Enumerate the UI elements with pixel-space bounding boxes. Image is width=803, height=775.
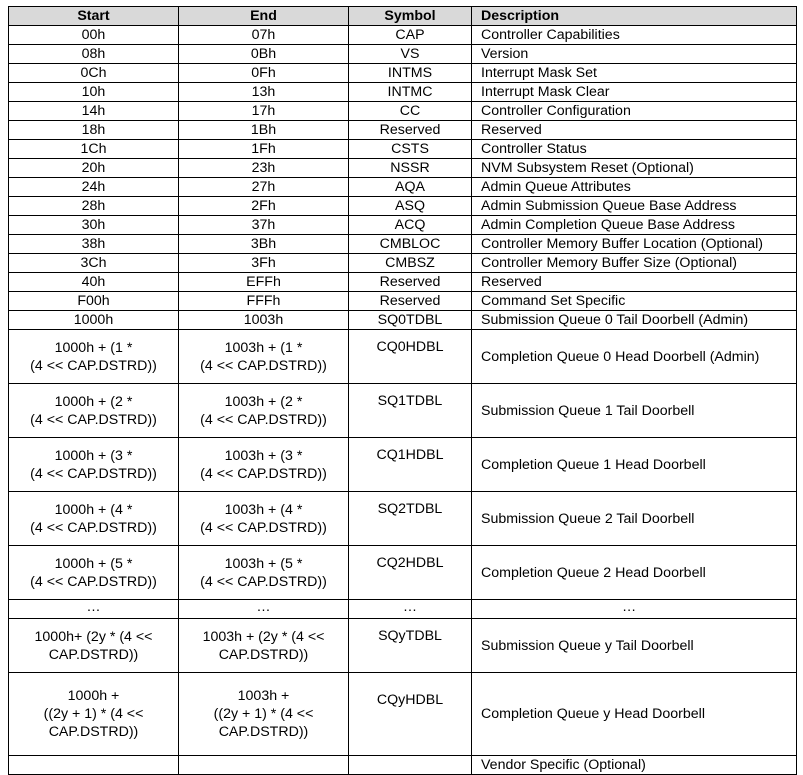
end-line: 1003h + xyxy=(237,688,290,704)
start-cell: 00h xyxy=(9,26,179,45)
symbol-cell: Reserved xyxy=(349,121,472,140)
table-row xyxy=(9,384,797,438)
symbol-cell: NSSR xyxy=(349,159,472,178)
symbol-cell: CQ2HDBL xyxy=(349,546,472,600)
start-line: CAP.DSTRD)) xyxy=(48,724,139,740)
symbol-cell: CQyHDBL xyxy=(349,673,472,756)
symbol-cell: INTMS xyxy=(349,64,472,83)
end-cell xyxy=(179,492,349,546)
start-cell: 14h xyxy=(9,102,179,121)
header-symbol: Symbol xyxy=(349,7,472,26)
symbol-cell: SQ1TDBL xyxy=(349,384,472,438)
start-line: 1000h + (3 * xyxy=(54,447,133,464)
table-row xyxy=(9,26,797,45)
table-row xyxy=(9,492,797,546)
end-line: (4 << CAP.DSTRD)) xyxy=(200,573,327,590)
start-cell xyxy=(9,546,179,600)
start-cell: 1Ch xyxy=(9,140,179,159)
symbol-cell: Reserved xyxy=(349,292,472,311)
description-cell: Completion Queue 2 Head Doorbell xyxy=(472,546,797,600)
description-cell: Controller Memory Buffer Size (Optional) xyxy=(472,254,797,273)
end-cell: 37h xyxy=(179,216,349,235)
start-line: (4 << CAP.DSTRD)) xyxy=(30,573,157,590)
symbol-cell: CMBLOC xyxy=(349,235,472,254)
description-cell: Controller Status xyxy=(472,140,797,159)
end-cell: 0Fh xyxy=(179,64,349,83)
ellipsis-cell: … xyxy=(179,600,349,619)
start-line: (4 << CAP.DSTRD)) xyxy=(30,357,157,374)
start-line: (4 << CAP.DSTRD)) xyxy=(30,411,157,428)
end-line: 1003h + (5 * xyxy=(224,555,303,572)
symbol-cell: SQ2TDBL xyxy=(349,492,472,546)
symbol-cell: VS xyxy=(349,45,472,64)
end-line: (4 << CAP.DSTRD)) xyxy=(200,357,327,374)
table-row xyxy=(9,140,797,159)
start-cell: 30h xyxy=(9,216,179,235)
description-cell: Completion Queue 0 Head Doorbell (Admin) xyxy=(472,330,797,384)
table-row xyxy=(9,102,797,121)
end-cell: 3Bh xyxy=(179,235,349,254)
description-cell: Version xyxy=(472,45,797,64)
description-cell: Controller Configuration xyxy=(472,102,797,121)
end-cell: 17h xyxy=(179,102,349,121)
start-cell: 38h xyxy=(9,235,179,254)
start-cell xyxy=(9,492,179,546)
start-line: ((2y + 1) * (4 << xyxy=(43,706,144,722)
end-line: 1003h + (3 * xyxy=(224,447,303,464)
register-map-table xyxy=(8,6,797,775)
end-cell: FFFh xyxy=(179,292,349,311)
description-cell: Interrupt Mask Clear xyxy=(472,83,797,102)
description-cell: Completion Queue y Head Doorbell xyxy=(472,673,797,756)
start-line: 1000h + xyxy=(67,688,120,704)
description-cell: Controller Capabilities xyxy=(472,26,797,45)
table-row xyxy=(9,273,797,292)
end-cell xyxy=(179,384,349,438)
end-line: 1003h + (2y * (4 << xyxy=(202,628,325,645)
end-line: 1003h + (1 * xyxy=(224,339,303,356)
description-cell: Vendor Specific (Optional) xyxy=(472,756,797,775)
symbol-cell: ASQ xyxy=(349,197,472,216)
symbol-cell xyxy=(349,756,472,775)
symbol-cell: CAP xyxy=(349,26,472,45)
description-cell: Submission Queue y Tail Doorbell xyxy=(472,619,797,673)
start-cell xyxy=(9,619,179,673)
table-row xyxy=(9,178,797,197)
end-cell: 27h xyxy=(179,178,349,197)
end-line: (4 << CAP.DSTRD)) xyxy=(200,465,327,482)
symbol-cell: CQ0HDBL xyxy=(349,330,472,384)
start-cell xyxy=(9,330,179,384)
symbol-cell: SQ0TDBL xyxy=(349,311,472,330)
table-row xyxy=(9,216,797,235)
start-cell: 40h xyxy=(9,273,179,292)
start-line: 1000h + (1 * xyxy=(54,339,133,356)
start-cell: 08h xyxy=(9,45,179,64)
start-cell: F00h xyxy=(9,292,179,311)
symbol-cell: AQA xyxy=(349,178,472,197)
start-cell: 28h xyxy=(9,197,179,216)
table-row xyxy=(9,292,797,311)
symbol-cell: INTMC xyxy=(349,83,472,102)
symbol-cell: ACQ xyxy=(349,216,472,235)
end-cell: 07h xyxy=(179,26,349,45)
ellipsis-cell: … xyxy=(9,600,179,619)
start-cell xyxy=(9,756,179,775)
end-cell xyxy=(179,673,349,756)
start-cell: 10h xyxy=(9,83,179,102)
start-line: 1000h + (4 * xyxy=(54,501,133,518)
symbol-cell: CSTS xyxy=(349,140,472,159)
symbol-cell: Reserved xyxy=(349,273,472,292)
description-cell: Controller Memory Buffer Location (Optional) xyxy=(472,235,797,254)
ellipsis-row xyxy=(9,600,797,619)
end-cell: 1003h xyxy=(179,311,349,330)
table-row xyxy=(9,45,797,64)
table-row xyxy=(9,235,797,254)
end-cell xyxy=(179,330,349,384)
start-cell: 24h xyxy=(9,178,179,197)
start-cell: 1000h xyxy=(9,311,179,330)
table-row xyxy=(9,756,797,775)
ellipsis-cell: … xyxy=(349,600,472,619)
end-cell: 1Bh xyxy=(179,121,349,140)
description-cell: Interrupt Mask Set xyxy=(472,64,797,83)
end-line: CAP.DSTRD)) xyxy=(218,724,309,740)
end-cell: 0Bh xyxy=(179,45,349,64)
table-row xyxy=(9,673,797,756)
header-description: Description xyxy=(472,7,797,26)
start-line: CAP.DSTRD)) xyxy=(48,646,139,663)
end-cell xyxy=(179,546,349,600)
end-line: CAP.DSTRD)) xyxy=(218,646,309,663)
description-cell: Reserved xyxy=(472,273,797,292)
description-cell: Submission Queue 0 Tail Doorbell (Admin) xyxy=(472,311,797,330)
symbol-cell: CMBSZ xyxy=(349,254,472,273)
table-row xyxy=(9,546,797,600)
start-cell: 3Ch xyxy=(9,254,179,273)
start-cell: 0Ch xyxy=(9,64,179,83)
ellipsis-cell: … xyxy=(472,600,797,619)
symbol-cell: CQ1HDBL xyxy=(349,438,472,492)
description-cell: Completion Queue 1 Head Doorbell xyxy=(472,438,797,492)
start-cell: 18h xyxy=(9,121,179,140)
end-cell xyxy=(179,619,349,673)
end-line: (4 << CAP.DSTRD)) xyxy=(200,411,327,428)
table-row xyxy=(9,619,797,673)
end-cell: 23h xyxy=(179,159,349,178)
table-row xyxy=(9,83,797,102)
start-line: 1000h+ (2y * (4 << xyxy=(34,628,153,645)
description-cell: NVM Subsystem Reset (Optional) xyxy=(472,159,797,178)
start-line: (4 << CAP.DSTRD)) xyxy=(30,465,157,482)
start-line: 1000h + (5 * xyxy=(54,555,133,572)
end-cell: EFFh xyxy=(179,273,349,292)
description-cell: Admin Completion Queue Base Address xyxy=(472,216,797,235)
table-row xyxy=(9,254,797,273)
table-row xyxy=(9,197,797,216)
symbol-cell: SQyTDBL xyxy=(349,619,472,673)
table-row xyxy=(9,330,797,384)
end-cell xyxy=(179,438,349,492)
end-line: 1003h + (4 * xyxy=(224,501,303,518)
description-cell: Command Set Specific xyxy=(472,292,797,311)
description-cell: Submission Queue 1 Tail Doorbell xyxy=(472,384,797,438)
table-row xyxy=(9,64,797,83)
table-row xyxy=(9,121,797,140)
description-cell: Submission Queue 2 Tail Doorbell xyxy=(472,492,797,546)
end-cell: 2Fh xyxy=(179,197,349,216)
start-cell: 20h xyxy=(9,159,179,178)
end-line: (4 << CAP.DSTRD)) xyxy=(200,519,327,536)
header-start: Start xyxy=(9,7,179,26)
end-line: 1003h + (2 * xyxy=(224,393,303,410)
start-line: (4 << CAP.DSTRD)) xyxy=(30,519,157,536)
description-cell: Admin Submission Queue Base Address xyxy=(472,197,797,216)
start-cell xyxy=(9,438,179,492)
start-cell xyxy=(9,673,179,756)
table-row xyxy=(9,438,797,492)
description-cell: Reserved xyxy=(472,121,797,140)
table-row xyxy=(9,311,797,330)
end-line: ((2y + 1) * (4 << xyxy=(213,706,314,722)
description-cell: Admin Queue Attributes xyxy=(472,178,797,197)
end-cell: 13h xyxy=(179,83,349,102)
start-line: 1000h + (2 * xyxy=(54,393,133,410)
header-row xyxy=(9,7,797,26)
end-cell xyxy=(179,756,349,775)
table-row xyxy=(9,159,797,178)
end-cell: 1Fh xyxy=(179,140,349,159)
symbol-cell: CC xyxy=(349,102,472,121)
end-cell: 3Fh xyxy=(179,254,349,273)
header-end: End xyxy=(179,7,349,26)
start-cell xyxy=(9,384,179,438)
